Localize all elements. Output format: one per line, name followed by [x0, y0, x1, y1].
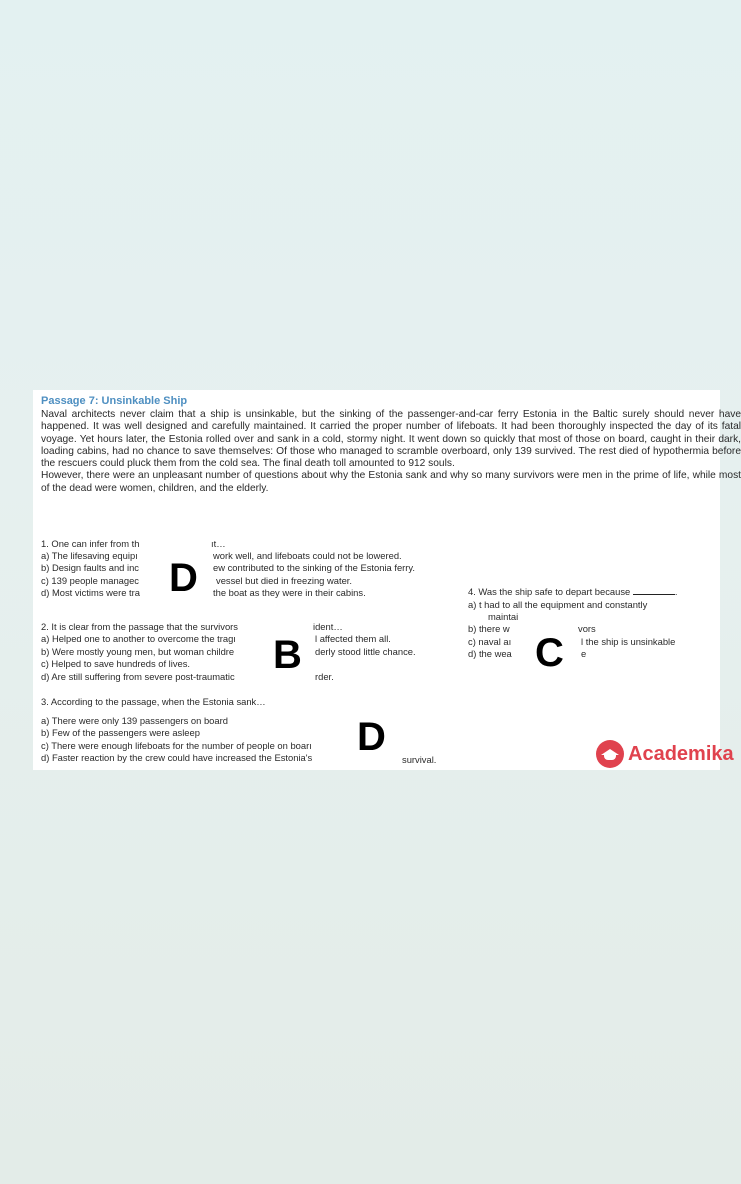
- q1-option-b: b) Design faults and inc: [41, 562, 139, 573]
- q2-option-d: d) Are still suffering from severe post-traumatic: [41, 671, 235, 682]
- q4-option-c-end: l the ship is unsinkable: [581, 636, 676, 647]
- q3-option-a: a) There were only 139 passengers on board: [41, 715, 228, 726]
- worksheet-page: [33, 390, 741, 770]
- q4-answer-mark: C: [535, 631, 564, 675]
- q1-option-c: c) 139 people managec: [41, 575, 139, 586]
- q3-option-d: d) Faster reaction by the crew could have increased the Estonia's: [41, 752, 313, 763]
- q2-option-b: b) Were mostly young men, but woman childre: [41, 646, 235, 657]
- q4-stem-period: .: [674, 586, 678, 597]
- q1-option-d: d) Most victims were tra: [41, 587, 140, 598]
- q1-answer-mark: D: [169, 556, 198, 600]
- academika-logo: [596, 738, 734, 770]
- q3-option-d-end: survival.: [402, 754, 437, 765]
- q3-stem: 3. According to the passage, when the Estonia sank…: [41, 696, 266, 707]
- passage-paragraph-1: Naval architects never claim that a ship is unsinkable, but the sinking of the passenger-and-car ferry Estonia in the Baltic surely should never have happened. It was well designed and carefully maintained. It carried the proper number of lifeboats. It had been thoroughly inspected the day of its fatal voyage. Yet hours later, the Estonia rolled over and sank in a cold, stormy night. It went down so quickly that most of those on board, caught in their dark, loading cabins, had no chance to save themselves: Of those who managed to scramble overboard, only 139 survived. The rest died of hypothermia before the rescuers could pluck them from the cold sea. The final death toll amounted to 912 souls.: [41, 409, 741, 470]
- q4-option-d-end: e: [581, 648, 587, 659]
- q4-blank: [633, 586, 675, 595]
- q1-stem-end: ıt…: [211, 538, 226, 549]
- q2-answer-mark: B: [273, 633, 302, 677]
- q1-stem: 1. One can infer from th: [41, 538, 140, 549]
- q3-option-b: b) Few of the passengers were asleep: [41, 727, 200, 738]
- q4-option-a-cont: maintai: [488, 611, 519, 622]
- q2-option-a-end: l affected them all.: [315, 633, 391, 644]
- q2-stem: 2. It is clear from the passage that the survivors: [41, 621, 238, 632]
- q1-option-c-end: vessel but died in freezing water.: [216, 575, 353, 586]
- passage-paragraph-2: However, there were an unpleasant number of questions about why the Estonia sank and why so many survivors were men in the prime of life, while most of the dead were women, children, and the elderly.: [41, 470, 741, 494]
- q3-option-c: c) There were enough lifeboats for the number of people on boarı: [41, 740, 312, 751]
- q4-option-b-end: vors: [578, 623, 596, 634]
- q4-option-c: c) naval aı: [468, 636, 512, 647]
- passage-body: [41, 409, 741, 495]
- q2-option-d-end: rder.: [315, 671, 334, 682]
- q2-stem-end: ident…: [313, 621, 343, 632]
- q1-option-a: a) The lifesaving equipı: [41, 550, 138, 561]
- q4-stem-text: 4. Was the ship safe to depart because: [468, 586, 631, 597]
- logo-text: Academika: [628, 742, 734, 765]
- q2-option-c: c) Helped to save hundreds of lives.: [41, 658, 191, 669]
- q4-option-b: b) there w: [468, 623, 510, 634]
- q4-option-d: d) the wea: [468, 648, 512, 659]
- q1-option-d-end: the boat as they were in their cabins.: [213, 587, 366, 598]
- passage-title: Passage 7: Unsinkable Ship: [41, 395, 188, 407]
- q2-option-a: a) Helped one to another to overcome the tragı: [41, 633, 236, 644]
- graduation-cap-icon: [596, 740, 624, 768]
- q2-option-b-end: derly stood little chance.: [315, 646, 416, 657]
- q4-stem: [468, 586, 677, 597]
- q4-option-a: a) t had to all the equipment and constantly: [468, 599, 648, 610]
- q3-answer-mark: D: [357, 715, 386, 759]
- q1-option-a-end: work well, and lifeboats could not be lowered.: [213, 550, 402, 561]
- q1-option-b-end: ew contributed to the sinking of the Estonia ferry.: [213, 562, 416, 573]
